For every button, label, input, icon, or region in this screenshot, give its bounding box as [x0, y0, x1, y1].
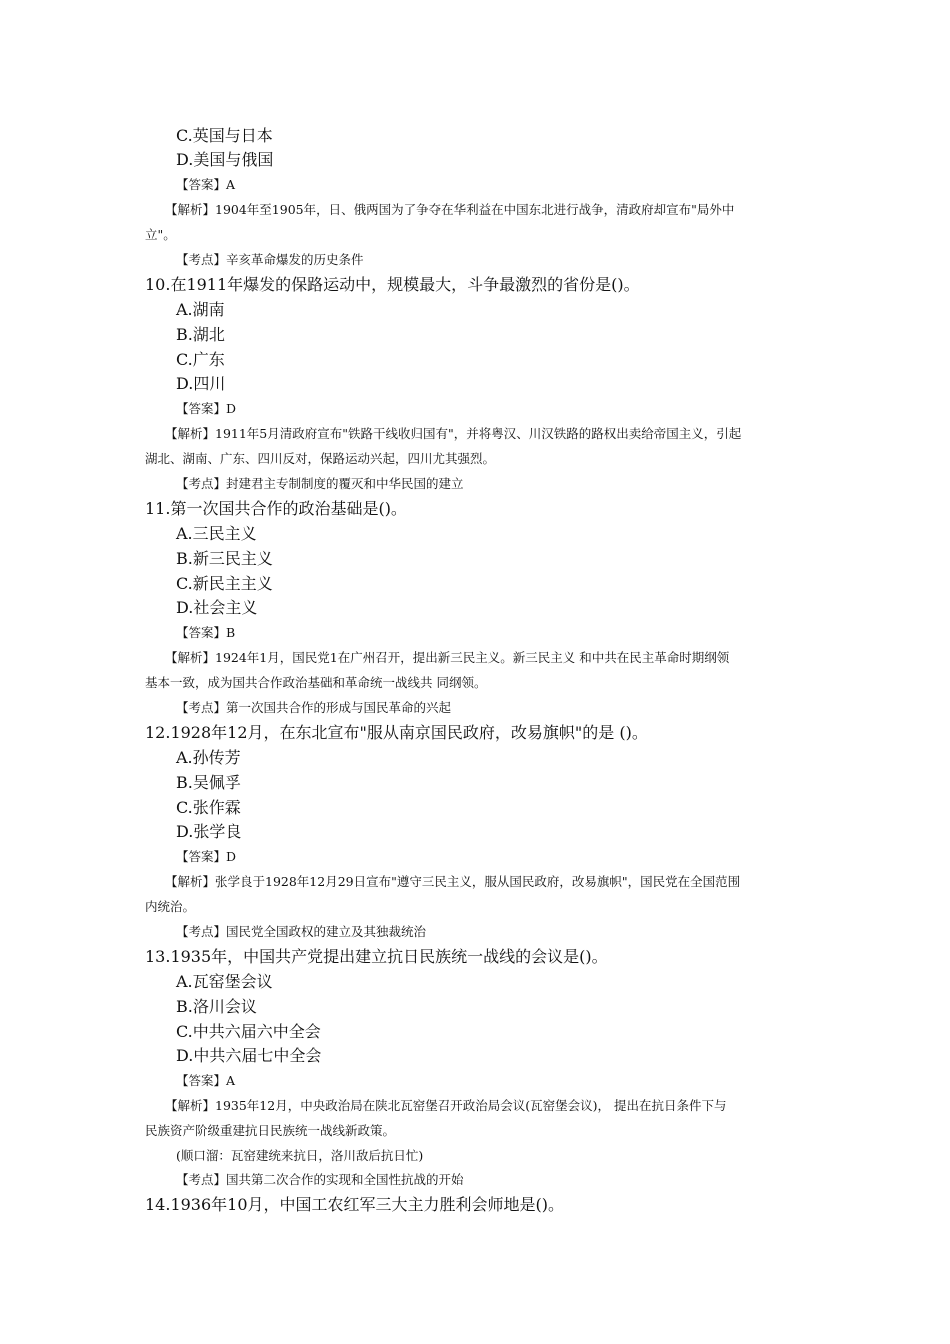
option-c: C.新民主主义: [176, 574, 273, 593]
option-a: A.瓦窑堡会议: [176, 972, 273, 991]
option-c: C.中共六届六中全会: [176, 1022, 321, 1041]
explanation-line: 【解析】1924年1月，国民党1在广州召开，提出新三民主义。新三民主义 和中共在民主革命时期纲领: [165, 650, 730, 665]
option-b: B.湖北: [176, 325, 225, 344]
option-d: D.美国与俄国: [176, 150, 274, 169]
explanation-line: 内统治。: [145, 899, 196, 914]
option-a: A.湖南: [176, 300, 225, 319]
answer-line: 【答案】A: [176, 1073, 236, 1088]
question-13: 13.1935年，中国共产党提出建立抗日民族统一战线的会议是()。: [145, 947, 608, 966]
explanation-line: 湖北、湖南、广东、四川反对，保路运动兴起，四川尤其强烈。: [145, 451, 496, 466]
option-a: A.孙传芳: [176, 748, 241, 767]
explanation-line: 【解析】1911年5月清政府宣布"铁路干线收归国有"，并将粤汉、川汉铁路的路权出卖给帝国主义，引起: [165, 426, 742, 441]
option-d: D.中共六届七中全会: [176, 1046, 322, 1065]
key-point-line: 【考点】国共第二次合作的实现和全国性抗战的开始: [176, 1172, 464, 1187]
option-c: C.张作霖: [176, 798, 241, 817]
explanation-line: 【解析】1904年至1905年，日、俄两国为了争夺在华利益在中国东北进行战争，清政府却宣布"局外中: [165, 202, 735, 217]
explanation-line: 【解析】张学良于1928年12月29日宣布"遵守三民主义，服从国民政府，改易旗帜"，国民党在全国范围: [165, 874, 741, 889]
explanation-line: 民族资产阶级重建抗日民族统一战线新政策。: [145, 1123, 396, 1138]
key-point-line: 【考点】辛亥革命爆发的历史条件: [176, 252, 364, 267]
option-d: D.张学良: [176, 822, 242, 841]
option-c: C.英国与日本: [176, 126, 273, 145]
option-a: A.三民主义: [176, 524, 257, 543]
answer-line: 【答案】D: [176, 401, 237, 416]
option-b: B.吴佩孚: [176, 773, 241, 792]
explanation-line: 立"。: [145, 227, 176, 242]
answer-line: 【答案】D: [176, 849, 237, 864]
explanation-line: 基本一致，成为国共合作政治基础和革命统一战线共 同纲领。: [145, 675, 487, 690]
key-point-line: 【考点】封建君主专制制度的覆灭和中华民国的建立: [176, 476, 464, 491]
option-c: C.广东: [176, 350, 225, 369]
answer-line: 【答案】B: [176, 625, 236, 640]
question-12: 12.1928年12月，在东北宣布"服从南京国民政府，改易旗帜"的是 ()。: [145, 723, 648, 742]
mnemonic-line: (顺口溜：瓦窑建统来抗日，洛川敌后抗日忙): [176, 1148, 424, 1163]
key-point-line: 【考点】国民党全国政权的建立及其独裁统治: [176, 924, 427, 939]
answer-line: 【答案】A: [176, 177, 236, 192]
option-b: B.新三民主义: [176, 549, 273, 568]
explanation-line: 【解析】1935年12月，中央政治局在陕北瓦窑堡召开政治局会议(瓦窑堡会议)， 提出在抗日条件下与: [165, 1098, 727, 1113]
option-d: D.社会主义: [176, 598, 258, 617]
question-10: 10.在1911年爆发的保路运动中，规模最大，斗争最激烈的省份是()。: [145, 275, 640, 294]
question-14: 14.1936年10月，中国工农红军三大主力胜利会师地是()。: [145, 1195, 565, 1214]
question-11: 11.第一次国共合作的政治基础是()。: [145, 499, 407, 518]
option-d: D.四川: [176, 374, 226, 393]
option-b: B.洛川会议: [176, 997, 257, 1016]
key-point-line: 【考点】第一次国共合作的形成与国民革命的兴起: [176, 700, 452, 715]
